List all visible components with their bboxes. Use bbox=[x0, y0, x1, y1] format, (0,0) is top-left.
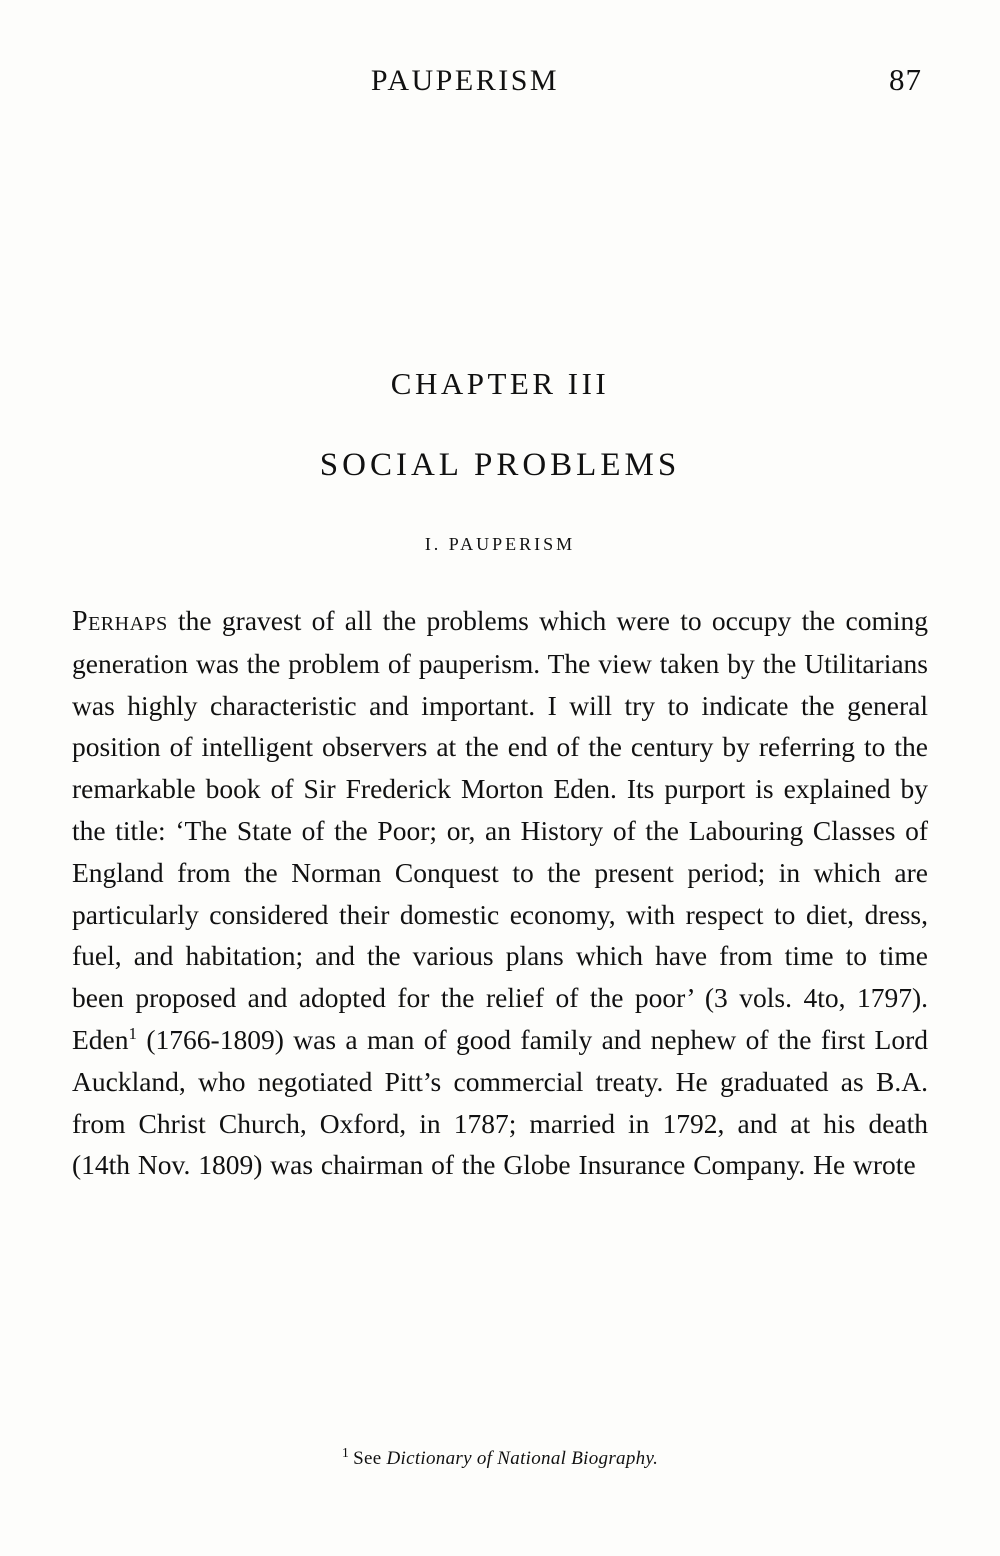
chapter-number-heading: CHAPTER III bbox=[390, 366, 610, 401]
footnote-marker: 1 bbox=[341, 1445, 350, 1461]
paragraph-lead-words: Perhaps bbox=[72, 606, 168, 637]
running-head bbox=[70, 64, 930, 106]
footnote-reference-marker: 1 bbox=[128, 1023, 138, 1043]
paragraph-text-part-1: the gravest of all the problems which were to occupy the coming generation was the problem of pauperism. The view taken by the Utilitarians was highly characteristic and important. I will try to indicate the general position of intelligent observers at the end of the century by referring to the remarkable book of Sir Frederick Morton Eden. Its purport is explained by the title: ‘The State of the Poor; or, an History of the Labouring Classes of England from the Norman Conquest to the present period; in which are particularly considered their domestic economy, with respect to diet, dress, fuel, and habitation; and the various plans which have from time to time been proposed and adopted for the relief of the poor’ (3 vols. 4to, 1797). Eden bbox=[72, 605, 928, 1055]
footnote-text: See bbox=[353, 1448, 387, 1469]
running-head-title: PAUPERISM bbox=[370, 64, 560, 97]
footnote bbox=[0, 1445, 1000, 1470]
footnote-work-title: Dictionary of National Biography. bbox=[386, 1448, 659, 1469]
body-text-block bbox=[72, 600, 928, 1186]
section-heading: I. PAUPERISM bbox=[424, 534, 576, 554]
body-paragraph bbox=[72, 600, 928, 1186]
paragraph-text-part-2: (1766-1809) was a man of good family and nephew of the first Lord Auckland, who negotiated Pitt’s commercial treaty. He graduated as B.A. from Christ Church, Oxford, in 1787; married in 1792, and at his death (14th Nov. 1809) was chairman of the Globe Insurance Company. He wrote bbox=[72, 1023, 928, 1181]
page-number: 87 bbox=[889, 62, 922, 97]
chapter-title-heading: SOCIAL PROBLEMS bbox=[319, 447, 681, 483]
